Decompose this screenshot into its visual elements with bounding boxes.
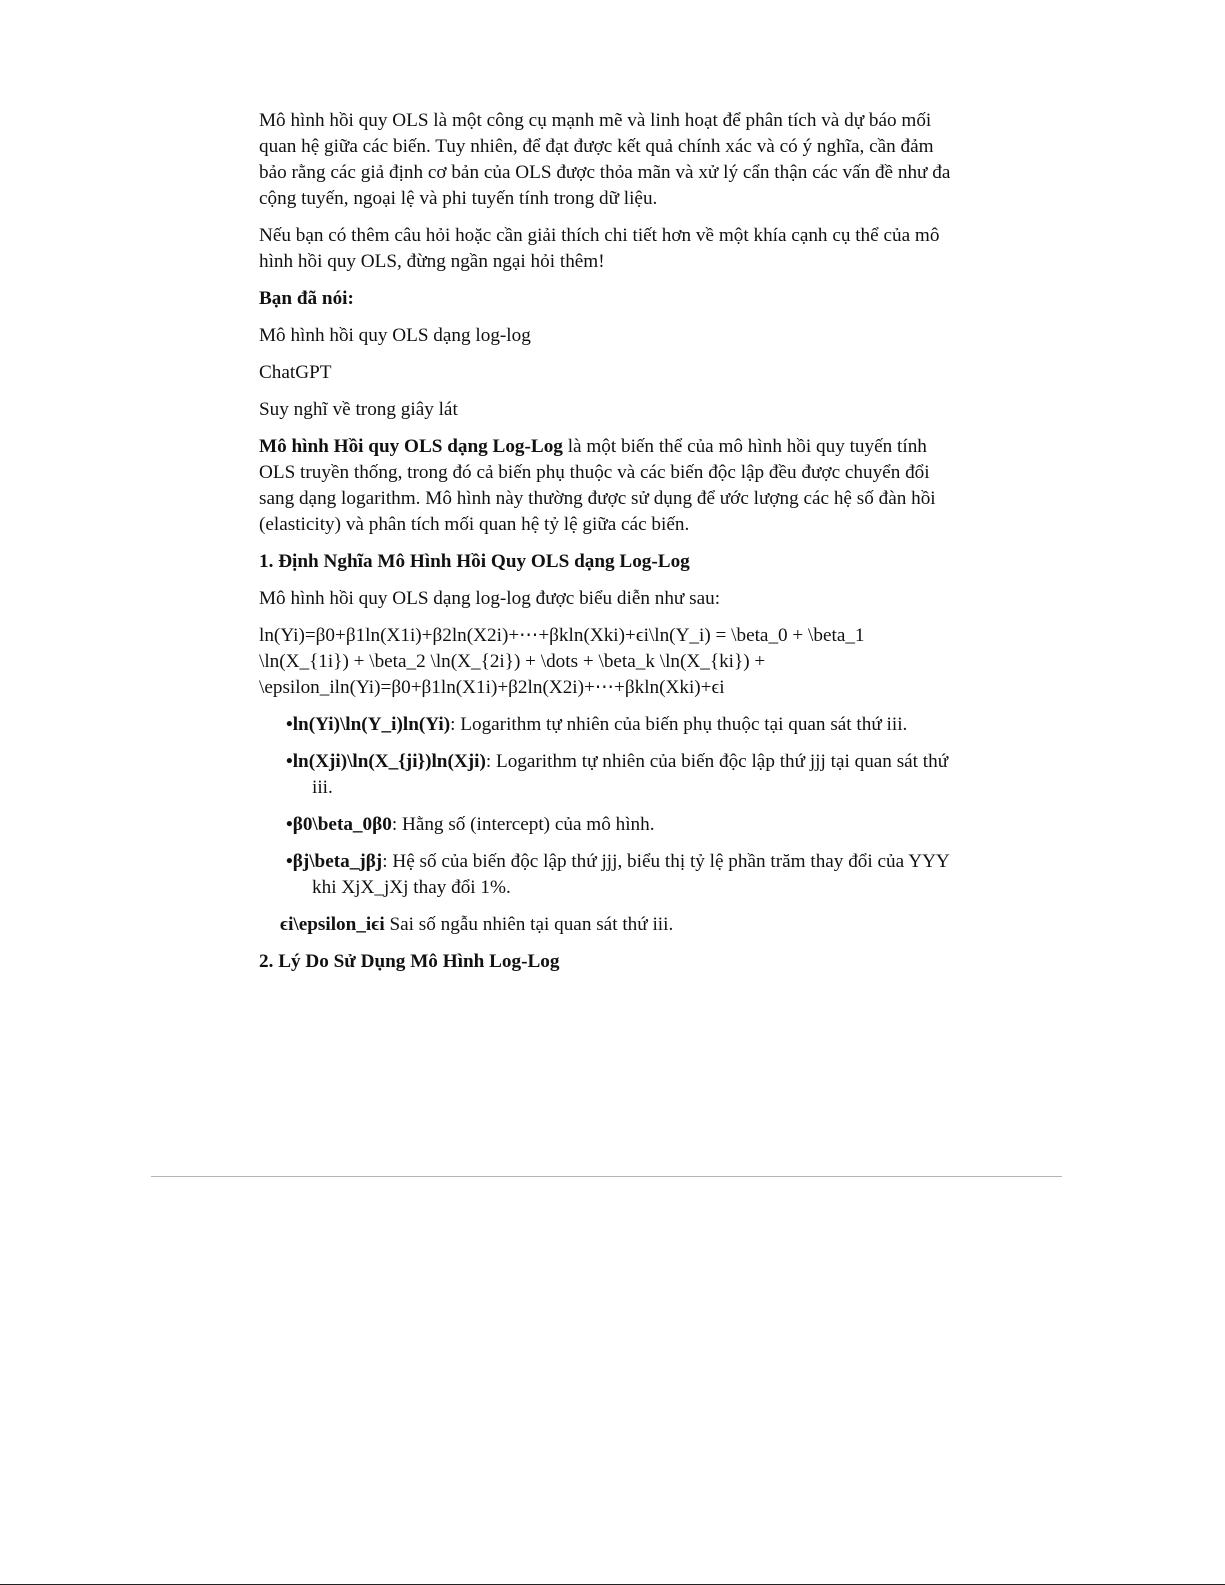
you-said-label: Bạn đã nói: bbox=[259, 288, 354, 309]
epsilon-term bbox=[280, 912, 959, 938]
term-beta-j: βj\beta_jβj bbox=[292, 851, 383, 872]
section-1-heading: 1. Định Nghĩa Mô Hình Hồi Quy OLS dạng Log-Log bbox=[259, 551, 690, 572]
term-ln-xji: ln(Xji)\ln(X_{ji})ln(Xji) bbox=[292, 751, 486, 772]
term-description: : Logarithm tự nhiên của biến phụ thuộc tại quan sát thứ iii. bbox=[450, 714, 908, 735]
intro-paragraph bbox=[259, 434, 959, 538]
bullet-marker: • bbox=[286, 814, 293, 835]
assistant-name: ChatGPT bbox=[259, 362, 332, 383]
term-description: Sai số ngẫu nhiên tại quan sát thứ iii. bbox=[384, 914, 674, 935]
formula-terms-list bbox=[259, 712, 959, 901]
regression-formula: ln(Yi)=β0+β1ln(X1i)+β2ln(X2i)+⋯+βkln(Xki)+ϵi\ln(Y_i) = \beta_0 + \beta_1 \ln(X_{1i}) + \beta_2 \ln(X_{2i}) + \dots + \beta_k \ln(X_{ki}) + \epsilon_iln(Yi)=β0+β1ln(X1i)+β2ln(X2i)+⋯+βkln(Xki)+ϵi bbox=[259, 625, 865, 698]
user-message: Mô hình hồi quy OLS dạng log-log bbox=[259, 325, 531, 346]
list-item bbox=[259, 749, 959, 801]
term-ln-yi: ln(Yi)\ln(Y_i)ln(Yi) bbox=[292, 714, 451, 735]
list-item bbox=[259, 849, 959, 901]
page-break-divider bbox=[151, 1176, 1062, 1177]
bullet-marker: • bbox=[286, 751, 293, 772]
follow-up-paragraph: Nếu bạn có thêm câu hỏi hoặc cần giải thích chi tiết hơn về một khía cạnh cụ thể của mô hình hồi quy OLS, đừng ngần ngại hỏi thêm! bbox=[259, 225, 940, 272]
term-description: : Hằng số (intercept) của mô hình. bbox=[391, 814, 655, 835]
list-item bbox=[259, 812, 959, 838]
intro-bold-term: Mô hình Hồi quy OLS dạng Log-Log bbox=[259, 436, 563, 457]
intro-text: là một biến thể của mô hình hồi quy tuyến tính OLS truyền thống, trong đó cả biến phụ thuộc và các biến độc lập đều được chuyển đổi sang dạng logarithm. Mô hình này thường được sử dụng để ước lượng các hệ số đàn hồi (elasticity) và phân tích mối quan hệ tỷ lệ giữa các biến. bbox=[259, 436, 936, 535]
term-epsilon: ϵi\epsilon_iϵi bbox=[280, 914, 385, 935]
thinking-note: Suy nghĩ về trong giây lát bbox=[259, 399, 458, 420]
section-1-intro: Mô hình hồi quy OLS dạng log-log được biểu diễn như sau: bbox=[259, 588, 721, 609]
section-2-heading: 2. Lý Do Sử Dụng Mô Hình Log-Log bbox=[259, 951, 560, 972]
list-item bbox=[259, 712, 959, 738]
bullet-marker: • bbox=[286, 714, 293, 735]
closing-paragraph: Mô hình hồi quy OLS là một công cụ mạnh mẽ và linh hoạt để phân tích và dự báo mối quan hệ giữa các biến. Tuy nhiên, để đạt được kết quả chính xác và có ý nghĩa, cần đảm bảo rằng các giả định cơ bản của OLS được thỏa mãn và xử lý cẩn thận các vấn đề như đa cộng tuyến, ngoại lệ và phi tuyến tính trong dữ liệu. bbox=[259, 110, 951, 209]
term-beta-0: β0\beta_0β0 bbox=[292, 814, 392, 835]
term-description: : Logarithm tự nhiên của biến độc lập thứ jjj tại quan sát thứ iii. bbox=[312, 751, 949, 798]
term-description: : Hệ số của biến độc lập thứ jjj, biểu thị tỷ lệ phần trăm thay đổi của YYY khi XjX_jXj thay đổi 1%. bbox=[312, 851, 950, 898]
bullet-marker: • bbox=[286, 851, 293, 872]
document-body bbox=[259, 108, 959, 986]
